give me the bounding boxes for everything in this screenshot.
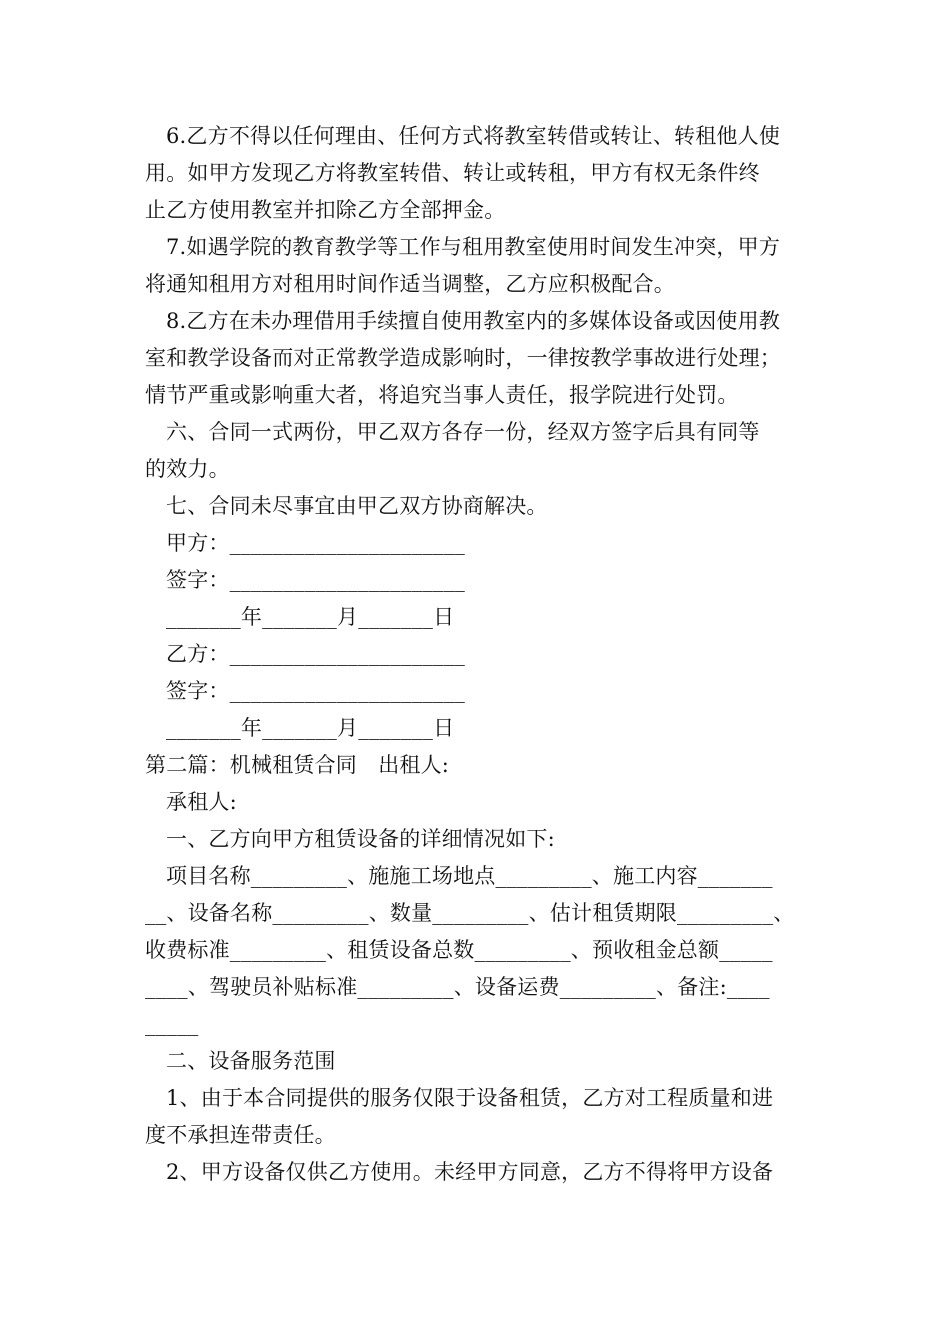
text-line: 6.乙方不得以任何理由、任何方式将教室转借或转让、转租他人使 xyxy=(166,124,781,148)
signature-line: 签字：______________________ xyxy=(166,568,465,592)
text-line: 六、合同一式两份，甲乙双方各存一份，经双方签字后具有同等 xyxy=(166,420,760,444)
text-line: 项目名称_________、施施工场地点_________、施工内容_______ xyxy=(166,864,773,888)
text-line: 1、由于本合同提供的服务仅限于设备租赁，乙方对工程质量和进 xyxy=(166,1086,774,1110)
text-line: 2、甲方设备仅供乙方使用。未经甲方同意，乙方不得将甲方设备 xyxy=(166,1160,774,1184)
text-line: 收费标准_________、租赁设备总数_________、预收租金总额_____ xyxy=(145,938,773,962)
text-line: 二、设备服务范围 xyxy=(166,1049,336,1073)
date-line: _______年_______月_______日 xyxy=(166,716,455,740)
text-line: 室和教学设备而对正常教学造成影响时，一律按教学事故进行处理； xyxy=(145,346,781,370)
text-line: 七、合同未尽事宜由甲乙双方协商解决。 xyxy=(166,494,548,518)
text-line: 一、乙方向甲方租赁设备的详细情况如下: xyxy=(166,827,555,851)
text-line: 情节严重或影响重大者，将追究当事人责任，报学院进行处罚。 xyxy=(145,383,739,407)
signature-line: 签字：______________________ xyxy=(166,679,465,703)
text-line: 8.乙方在未办理借用手续擅自使用教室内的多媒体设备或因使用教 xyxy=(166,309,781,333)
party-b-line: 乙方：______________________ xyxy=(166,642,465,666)
text-line: _____ xyxy=(145,1012,199,1036)
text-line: 止乙方使用教室并扣除乙方全部押金。 xyxy=(145,198,506,222)
text-line: 7.如遇学院的教育教学等工作与租用教室使用时间发生冲突，甲方 xyxy=(166,235,781,259)
text-line: 用。如甲方发现乙方将教室转借、转让或转租，甲方有权无条件终 xyxy=(145,161,760,185)
text-line: __、设备名称_________、数量_________、估计租赁期限_________、 xyxy=(145,901,795,925)
section-heading: 第二篇：机械租赁合同 出租人: xyxy=(145,753,450,777)
text-line: 度不承担连带责任。 xyxy=(145,1123,336,1147)
text-line: ____、驾驶员补贴标准_________、设备运费_________、备注:____ xyxy=(145,975,770,999)
text-line: 的效力。 xyxy=(145,457,230,481)
party-a-line: 甲方：______________________ xyxy=(166,531,465,555)
text-line: 承租人: xyxy=(166,790,237,814)
text-line: 将通知租用方对租用时间作适当调整，乙方应积极配合。 xyxy=(145,272,675,296)
date-line: _______年_______月_______日 xyxy=(166,605,455,629)
document-page xyxy=(145,118,810,1191)
